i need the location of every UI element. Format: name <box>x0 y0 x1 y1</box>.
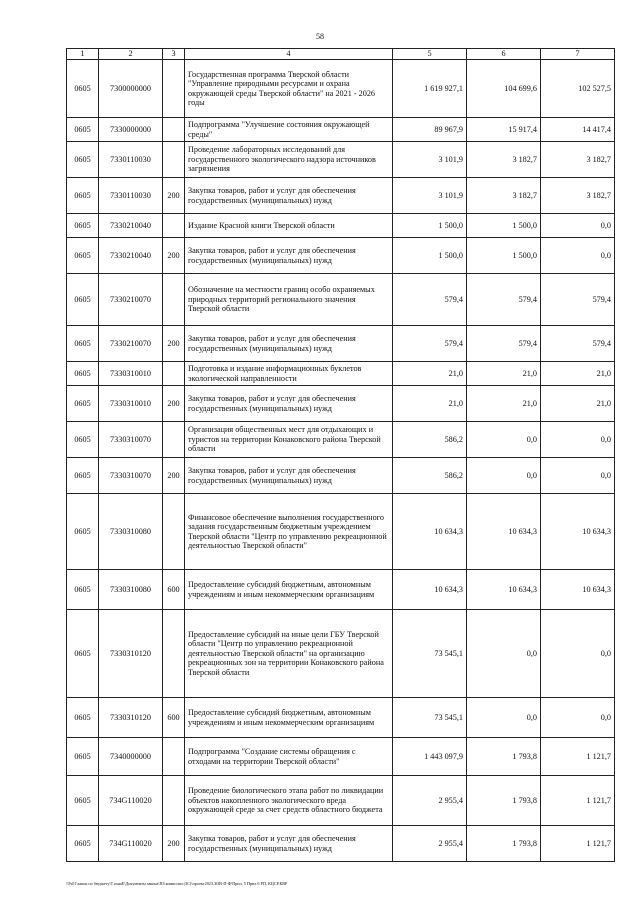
table-cell-expense-type: 600 <box>163 570 185 610</box>
table-cell-amount-2026: 0,0 <box>541 214 615 238</box>
table-cell-amount-2024: 3 101,9 <box>393 178 467 214</box>
header-col-6: 6 <box>467 49 541 60</box>
table-row <box>67 118 615 142</box>
table-cell-target-code: 734G110020 <box>99 826 163 862</box>
table-cell-amount-2026: 21,0 <box>541 386 615 422</box>
table-cell-amount-2024: 1 500,0 <box>393 214 467 238</box>
table-cell-expense-type <box>163 274 185 326</box>
table-cell-expense-type <box>163 610 185 698</box>
table-cell-section: 0605 <box>67 826 99 862</box>
table-cell-section: 0605 <box>67 362 99 386</box>
table-cell-section: 0605 <box>67 610 99 698</box>
table-cell-target-code: 7330310120 <box>99 610 163 698</box>
table-cell-amount-2024: 579,4 <box>393 274 467 326</box>
table-cell-amount-2024: 2 955,4 <box>393 776 467 826</box>
table-row <box>67 570 615 610</box>
table-cell-description: Предоставление субсидий на иные цели ГБУ Тверской области "Центр по управлению рекреационной деятельностью Тверской области" на организацию рекреационных зон на территории Конаковского района Тверской области <box>185 610 393 698</box>
table-cell-amount-2024: 73 545,1 <box>393 698 467 738</box>
header-col-3: 3 <box>163 49 185 60</box>
table-row <box>67 214 615 238</box>
table-cell-description: Закупка товаров, работ и услуг для обеспечения государственных (муниципальных) нужд <box>185 326 393 362</box>
table-row <box>67 458 615 494</box>
table-cell-description: Государственная программа Тверской области "Управление природными ресурсами и охрана окружающей среды Тверской области" на 2021 - 2026 годы <box>185 60 393 118</box>
table-cell-target-code: 7300000000 <box>99 60 163 118</box>
table-cell-description: Предоставление субсидий бюджетным, автономным учреждениям и иным некоммерческим организациям <box>185 698 393 738</box>
table-cell-amount-2026: 10 634,3 <box>541 494 615 570</box>
table-cell-amount-2025: 3 182,7 <box>467 142 541 178</box>
table-row <box>67 274 615 326</box>
table-cell-amount-2026: 3 182,7 <box>541 142 615 178</box>
table-cell-amount-2025: 15 917,4 <box>467 118 541 142</box>
table-cell-amount-2024: 89 967,9 <box>393 118 467 142</box>
table-cell-amount-2025: 1 500,0 <box>467 214 541 238</box>
table-cell-description: Подпрограмма "Создание системы обращения с отходами на территории Тверской области" <box>185 738 393 776</box>
table-cell-description: Закупка товаров, работ и услуг для обеспечения государственных (муниципальных) нужд <box>185 386 393 422</box>
table-cell-section: 0605 <box>67 178 99 214</box>
header-col-7: 7 <box>541 49 615 60</box>
table-cell-amount-2025: 21,0 <box>467 386 541 422</box>
table-cell-section: 0605 <box>67 118 99 142</box>
table-cell-expense-type: 200 <box>163 386 185 422</box>
table-cell-amount-2024: 21,0 <box>393 386 467 422</box>
table-cell-section: 0605 <box>67 738 99 776</box>
table-cell-amount-2025: 1 500,0 <box>467 238 541 274</box>
table-cell-target-code: 7340000000 <box>99 738 163 776</box>
table-cell-section: 0605 <box>67 698 99 738</box>
table-cell-section: 0605 <box>67 494 99 570</box>
table-cell-amount-2025: 1 793,8 <box>467 826 541 862</box>
table-cell-description: Предоставление субсидий бюджетным, автономным учреждениям и иным некоммерческим организациям <box>185 570 393 610</box>
table-cell-amount-2025: 0,0 <box>467 422 541 458</box>
table-cell-amount-2026: 0,0 <box>541 422 615 458</box>
header-col-4: 4 <box>185 49 393 60</box>
table-cell-amount-2026: 102 527,5 <box>541 60 615 118</box>
table-cell-target-code: 7330210040 <box>99 214 163 238</box>
table-cell-amount-2026: 1 121,7 <box>541 738 615 776</box>
table-cell-amount-2024: 1 500,0 <box>393 238 467 274</box>
table-cell-amount-2026: 1 121,7 <box>541 776 615 826</box>
header-col-5: 5 <box>393 49 467 60</box>
table-cell-amount-2024: 10 634,3 <box>393 570 467 610</box>
table-cell-amount-2025: 21,0 <box>467 362 541 386</box>
table-cell-description: Закупка товаров, работ и услуг для обеспечения государственных (муниципальных) нужд <box>185 458 393 494</box>
table-row <box>67 386 615 422</box>
table-cell-expense-type: 200 <box>163 826 185 862</box>
table-cell-section: 0605 <box>67 214 99 238</box>
table-cell-section: 0605 <box>67 776 99 826</box>
table-cell-amount-2026: 21,0 <box>541 362 615 386</box>
table-cell-section: 0605 <box>67 458 99 494</box>
table-cell-amount-2025: 579,4 <box>467 326 541 362</box>
table-cell-expense-type <box>163 214 185 238</box>
table-cell-section: 0605 <box>67 238 99 274</box>
table-cell-section: 0605 <box>67 570 99 610</box>
table-cell-amount-2026: 10 634,3 <box>541 570 615 610</box>
table-cell-amount-2025: 10 634,3 <box>467 494 541 570</box>
table-cell-amount-2024: 579,4 <box>393 326 467 362</box>
table-cell-target-code: 7330110030 <box>99 142 163 178</box>
table-cell-expense-type <box>163 362 185 386</box>
header-col-1: 1 <box>67 49 99 60</box>
table-cell-section: 0605 <box>67 274 99 326</box>
table-cell-amount-2026: 14 417,4 <box>541 118 615 142</box>
table-cell-section: 0605 <box>67 386 99 422</box>
table-cell-section: 0605 <box>67 422 99 458</box>
table-cell-amount-2024: 3 101,9 <box>393 142 467 178</box>
table-cell-description: Закупка товаров, работ и услуг для обеспечения государственных (муниципальных) нужд <box>185 178 393 214</box>
table-cell-amount-2026: 0,0 <box>541 610 615 698</box>
table-row <box>67 698 615 738</box>
table-row <box>67 142 615 178</box>
table-cell-description: Подпрограмма "Улучшение состояния окружающей среды" <box>185 118 393 142</box>
footer-file-path: \\Fs01\закон по бюджету\Т.ознаЕ\Документы закона\ПЗ комиссии (ЗС)\проект2023.ЗОВ-П-Ф\Прил. 5 Прил.6 РП, КЦСР.КВР <box>66 881 288 886</box>
table-cell-amount-2025: 0,0 <box>467 698 541 738</box>
table-cell-amount-2025: 10 634,3 <box>467 570 541 610</box>
table-cell-amount-2025: 1 793,8 <box>467 738 541 776</box>
table-cell-amount-2024: 1 443 097,9 <box>393 738 467 776</box>
table-cell-target-code: 7330310010 <box>99 362 163 386</box>
table-cell-description: Обозначение на местности границ особо охраняемых природных территорий регионального значения Тверской области <box>185 274 393 326</box>
table-cell-amount-2024: 73 545,1 <box>393 610 467 698</box>
table-row <box>67 776 615 826</box>
table-row <box>67 494 615 570</box>
page-number: 58 <box>316 32 324 41</box>
table-row <box>67 738 615 776</box>
table-cell-target-code: 734G110020 <box>99 776 163 826</box>
table-cell-amount-2026: 579,4 <box>541 274 615 326</box>
table-cell-description: Закупка товаров, работ и услуг для обеспечения государственных (муниципальных) нужд <box>185 238 393 274</box>
table-cell-target-code: 7330000000 <box>99 118 163 142</box>
budget-table <box>66 48 615 862</box>
table-cell-description: Финансовое обеспечение выполнения государственного задания государственным бюджетным учреждением Тверской области "Центр по управлению рекреационной деятельностью Тверской области" <box>185 494 393 570</box>
table-cell-section: 0605 <box>67 60 99 118</box>
table-cell-expense-type <box>163 422 185 458</box>
table-cell-target-code: 7330210070 <box>99 274 163 326</box>
table-row <box>67 826 615 862</box>
table-cell-amount-2025: 0,0 <box>467 458 541 494</box>
table-cell-description: Проведение биологического этапа работ по ликвидации объектов накопленного экологического вреда окружающей среде за счет средств областного бюджета <box>185 776 393 826</box>
table-header-row <box>67 49 615 60</box>
table-cell-amount-2026: 0,0 <box>541 698 615 738</box>
table-cell-target-code: 7330310070 <box>99 422 163 458</box>
table-cell-target-code: 7330310080 <box>99 570 163 610</box>
table-cell-amount-2026: 579,4 <box>541 326 615 362</box>
table-row <box>67 326 615 362</box>
table-cell-amount-2026: 3 182,7 <box>541 178 615 214</box>
table-cell-expense-type <box>163 118 185 142</box>
table-cell-amount-2024: 586,2 <box>393 422 467 458</box>
table-cell-amount-2026: 0,0 <box>541 458 615 494</box>
table-cell-amount-2024: 2 955,4 <box>393 826 467 862</box>
header-col-2: 2 <box>99 49 163 60</box>
table-cell-description: Подготовка и издание информационных буклетов экологической направленности <box>185 362 393 386</box>
table-cell-target-code: 7330310080 <box>99 494 163 570</box>
table-cell-expense-type: 200 <box>163 326 185 362</box>
table-cell-expense-type: 600 <box>163 698 185 738</box>
table-cell-target-code: 7330110030 <box>99 178 163 214</box>
table-cell-target-code: 7330210070 <box>99 326 163 362</box>
table-cell-section: 0605 <box>67 326 99 362</box>
table-cell-expense-type <box>163 494 185 570</box>
table-cell-amount-2025: 3 182,7 <box>467 178 541 214</box>
table-cell-amount-2026: 1 121,7 <box>541 826 615 862</box>
table-cell-target-code: 7330310120 <box>99 698 163 738</box>
table-cell-expense-type <box>163 142 185 178</box>
table-cell-section: 0605 <box>67 142 99 178</box>
table-cell-description: Закупка товаров, работ и услуг для обеспечения государственных (муниципальных) нужд <box>185 826 393 862</box>
table-cell-amount-2026: 0,0 <box>541 238 615 274</box>
table-cell-target-code: 7330310010 <box>99 386 163 422</box>
table-cell-expense-type: 200 <box>163 458 185 494</box>
table-row <box>67 422 615 458</box>
table-cell-amount-2025: 104 699,6 <box>467 60 541 118</box>
table-cell-expense-type: 200 <box>163 238 185 274</box>
table-cell-amount-2024: 10 634,3 <box>393 494 467 570</box>
table-row <box>67 238 615 274</box>
table-cell-target-code: 7330310070 <box>99 458 163 494</box>
table-cell-amount-2024: 1 619 927,1 <box>393 60 467 118</box>
table-cell-description: Проведение лабораторных исследований для государственного экологического надзора источников загрязнения <box>185 142 393 178</box>
table-cell-expense-type <box>163 60 185 118</box>
table-cell-amount-2025: 1 793,8 <box>467 776 541 826</box>
table-body <box>67 60 615 862</box>
table-cell-expense-type <box>163 776 185 826</box>
table-row <box>67 610 615 698</box>
table-cell-target-code: 7330210040 <box>99 238 163 274</box>
table-row <box>67 178 615 214</box>
table-row <box>67 60 615 118</box>
table-cell-amount-2025: 579,4 <box>467 274 541 326</box>
table-cell-amount-2024: 586,2 <box>393 458 467 494</box>
table-cell-amount-2024: 21,0 <box>393 362 467 386</box>
table-cell-description: Организация общественных мест для отдыхающих и туристов на территории Конаковского района Тверской области <box>185 422 393 458</box>
table-cell-amount-2025: 0,0 <box>467 610 541 698</box>
table-cell-expense-type: 200 <box>163 178 185 214</box>
table-cell-expense-type <box>163 738 185 776</box>
table-row <box>67 362 615 386</box>
table-cell-description: Издание Красной книги Тверской области <box>185 214 393 238</box>
